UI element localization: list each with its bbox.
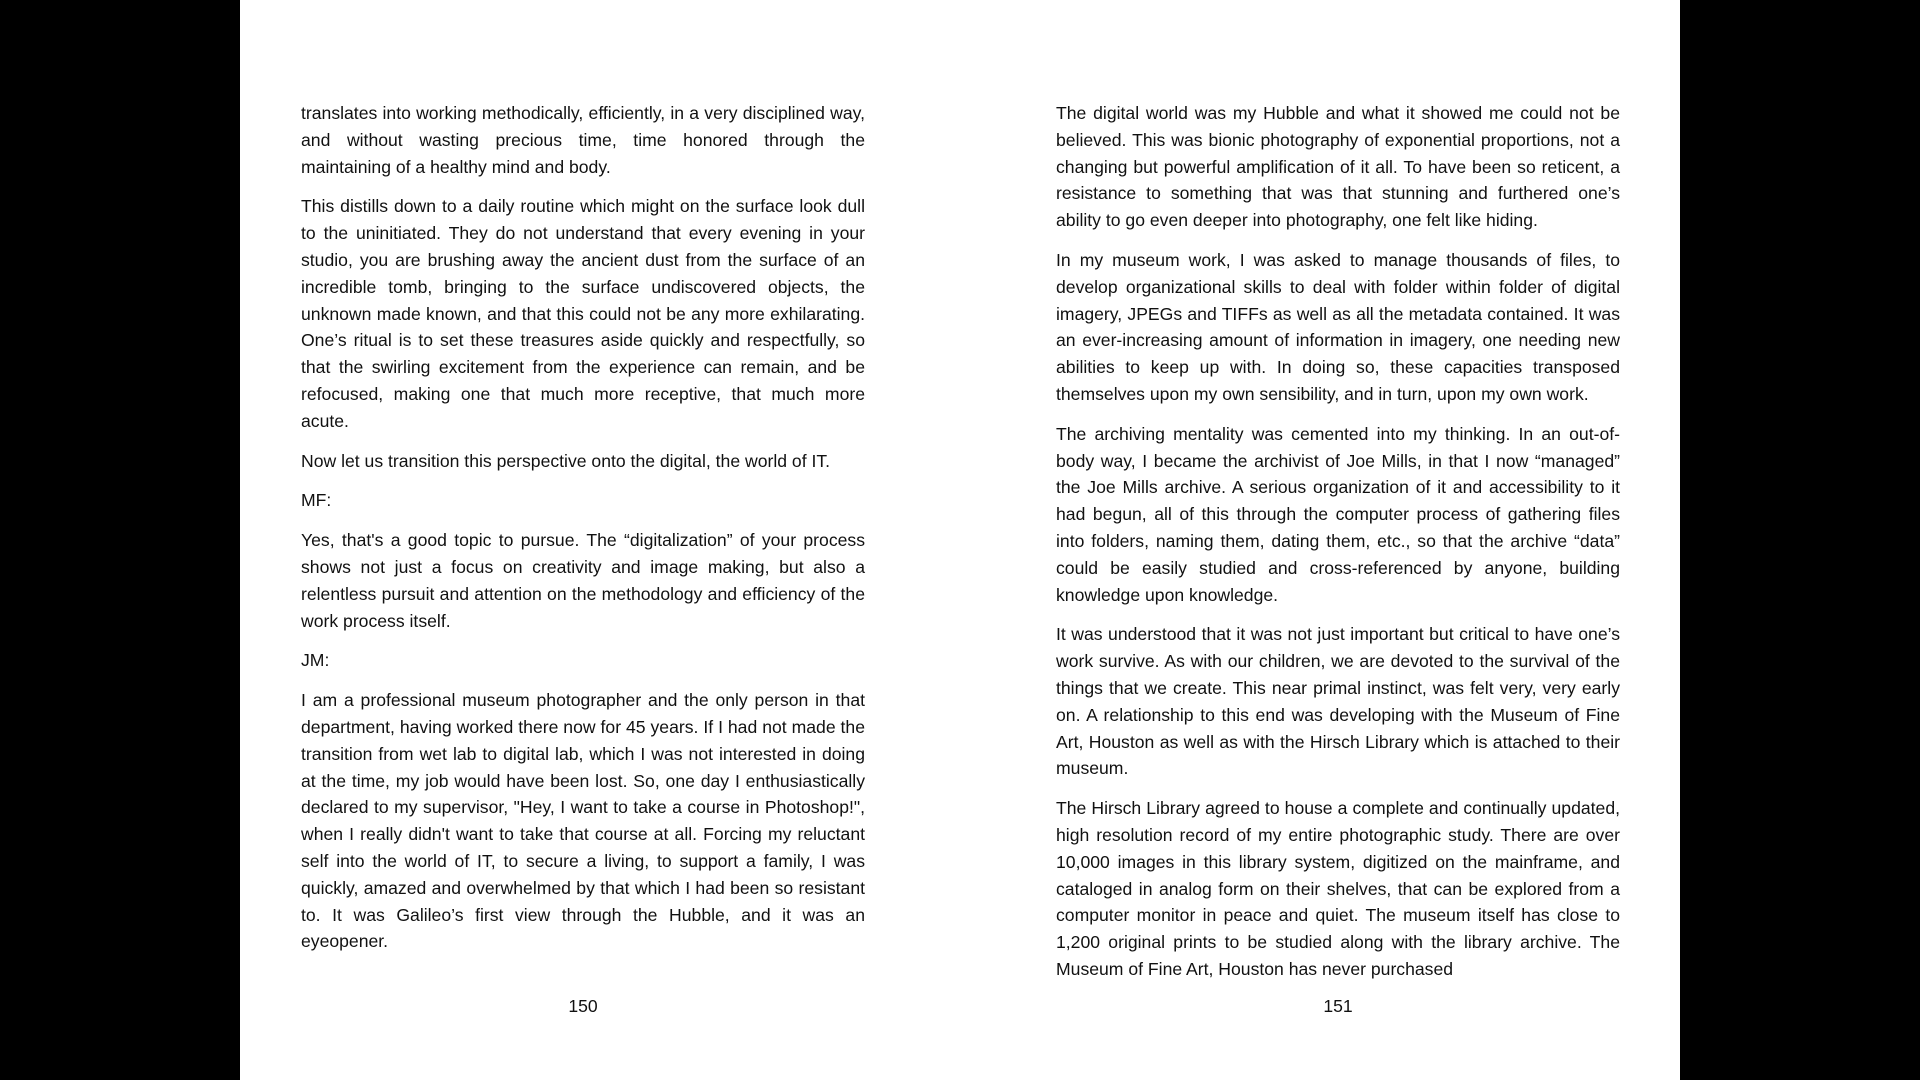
page-number: 151	[1323, 996, 1353, 1016]
paragraph: translates into working methodically, efficiently, in a very disciplined way, and without wasting precious time, time honored through the maintaining of a healthy mind and body.	[301, 103, 865, 177]
right-page-text	[1056, 100, 1620, 983]
paragraph: I am a professional museum photographer and the only person in that department, having worked there now for 45 years. If I had not made the transition from wet lab to digital lab, which I was not interested in doing at the time, my job would have been lost. So, one day I enthusiastically declared to my supervisor, "Hey, I want to take a course in Photoshop!", when I really didn't want to take that course at all. Forcing my reluctant self into the world of IT, to secure a living, to support a family, I was quickly, amazed and overwhelmed by that which I had been so resistant to. It was Galileo’s first view through the Hubble, and it was an eyeopener.	[301, 690, 865, 952]
left-page	[301, 100, 865, 1080]
paragraph: Now let us transition this perspective onto the digital, the world of IT.	[301, 450, 831, 471]
speaker-label: JM:	[301, 650, 330, 671]
paragraph: In my museum work, I was asked to manage thousands of files, to develop organizational skills to deal with folder within folder of digital imagery, JPEGs and TIFFs as well as all the metadata contained. It was an ever-increasing amount of information in imagery, one needing new abilities to keep up with. In doing so, these capacities transposed themselves upon my own sensibility, and in turn, upon my own work.	[1056, 249, 1620, 404]
paragraph: The archiving mentality was cemented into my thinking. In an out-of-body way, I became the archivist of Joe Mills, in that I now “managed” the Joe Mills archive. A serious organization of it and accessibility to it had begun, all of this through the computer process of gathering files into folders, naming them, dating them, etc., so that the archive “data” could be easily studied and cross-referenced by anyone, building knowledge upon knowledge.	[1056, 423, 1620, 605]
paragraph: It was understood that it was not just important but critical to have one’s work survive. As with our children, we are devoted to the survival of the things that we create. This near primal instinct, was felt very, very early on. A relationship to this end was developing with the Museum of Fine Art, Houston as well as with the Hirsch Library which is attached to their museum.	[1056, 624, 1620, 779]
paragraph: The digital world was my Hubble and what it showed me could not be believed. This was bionic photography of exponential proportions, not a changing but powerful amplification of it all. To have been so reticent, a resistance to something that was that stunning and furthered one’s ability to go even deeper into photography, one felt like hiding.	[1056, 103, 1620, 231]
speaker-label: MF:	[301, 490, 332, 511]
paragraph: Yes, that's a good topic to pursue. The “digitalization” of your process shows not just a focus on creativity and image making, but also a relentless pursuit and attention on the methodology and efficiency of the work process itself.	[301, 530, 865, 631]
left-page-text	[301, 100, 865, 955]
page-number: 150	[568, 996, 598, 1016]
paragraph: The Hirsch Library agreed to house a complete and continually updated, high resolution record of my entire photographic study. There are over 10,000 images in this library system, digitized on the mainframe, and cataloged in analog form on their shelves, that can be explored from a computer monitor in peace and quiet. The museum itself has close to 1,200 original prints to be studied along with the library archive. The Museum of Fine Art, Houston has never purchased	[1056, 798, 1620, 979]
paragraph: This distills down to a daily routine which might on the surface look dull to the uninitiated. They do not understand that every evening in your studio, you are brushing away the ancient dust from the surface of an incredible tomb, bringing to the surface undiscovered objects, the unknown made known, and that this could not be any more exhilarating. One’s ritual is to set these treasures aside quickly and respectfully, so that the swirling excitement from the experience can remain, and be refocused, making one that much more receptive, that much more acute.	[301, 196, 865, 431]
right-page	[1056, 100, 1620, 1080]
book-spread	[240, 0, 1680, 1080]
